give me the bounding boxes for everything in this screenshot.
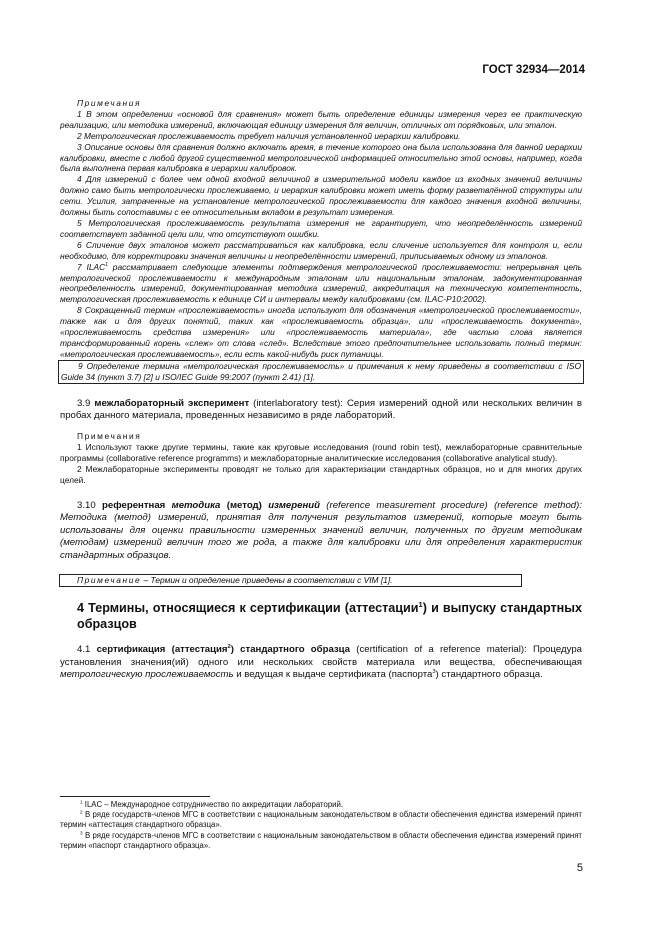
note-label: Примечание bbox=[77, 574, 142, 585]
section-title-part: 4 Термины, относящиеся к сертификации (аттестации bbox=[77, 600, 419, 615]
term-3-9 bbox=[60, 398, 582, 423]
note-item: 4 Для измерений с более чем одной входной величиной в измерительной модели каждое из входных значений величины должно само быть метрологически прослеживаемо, и иерархия калибровки может иметь форму разветвлённой структуры или сети. Усилия, затраченные на установление метрологической прослеживаемости для каждого значения входной величины, должны быть сопоставимы с ее относительным вкладом в результат измерения. bbox=[60, 174, 582, 218]
note-item: 2 Метрологическая прослеживаемость требует наличия установленной иерархии калибровки. bbox=[77, 130, 461, 141]
note-7-prefix: 7 ILAC bbox=[77, 261, 106, 272]
term-definition-b: и ведущая к выдаче сертификата (паспорта bbox=[233, 668, 433, 680]
note-item: 1 Используют также другие термины, такие как круговые исследования (round robin test), межлабораторные сравнительные программы (collaborative reference programms) и межлабораторные аналитические исследования (collaborative analytical study). bbox=[60, 442, 582, 464]
standard-number: ГОСТ 32934—2014 bbox=[482, 64, 585, 76]
notes-block-2 bbox=[60, 431, 582, 486]
note-item: 1 В этом определении «основой для сравнения» может быть определение единицы измерения через ее практическую реализацию, или методика измерений, включающая единицу измерения для величин, отличных от порядковых, или эталон. bbox=[60, 108, 582, 130]
term-name-d: измерений bbox=[268, 499, 320, 511]
footnote-mark: 2 bbox=[80, 809, 83, 815]
notes-heading: Примечания bbox=[77, 98, 142, 108]
footnote-mark: 3 bbox=[80, 830, 83, 836]
footnote-text: ILAC – Международное сотрудничество по аккредитации лабораторий. bbox=[82, 800, 344, 809]
term-3-10 bbox=[60, 500, 582, 562]
note-item: 8 Сокращенный термин «прослеживаемость» иногда используют для обозначения «метрологической прослеживаемости», также как и для других понятий, таких как «прослеживаемость образца», или «прослеживаемость документа», «прослеживаемость средства измерения» или «прослеживаемость материала», где частью слова является трансформированный корень «слеж» от слова «след». Вследствие этого предпочтительнее использовать полный термин: «метрологическая прослеживаемость», если есть какой-нибудь риск путаницы. bbox=[60, 305, 582, 359]
footnote-mark: 1 bbox=[80, 799, 83, 805]
note-item: 5 Метрологическая прослеживаемость результата измерения не гарантирует, что неопределённость измерений соответствует заданной цели или, что отсутствуют ошибки. bbox=[60, 217, 582, 239]
footnote-text: В ряде государств-членов МГС в соответствии с национальным законодательством в области обеспечения единства измерений принят термин «паспорт стандартного образца». bbox=[60, 830, 582, 850]
note-item: 6 Сличение двух эталонов может рассматриваться как калибровка, если сличение используется для контроля и, если необходимо, для корректировки значения величины и неопределённости измерений, приписываемых одному из эталонов. bbox=[60, 239, 582, 261]
notes-block-1 bbox=[60, 98, 582, 384]
note-7-text: рассматривает следующие элементы подтверждения метрологической прослеживаемости: непрерывная цепь метрологической прослеживаемости к международным эталонам или национальным эталонам, задокументированная неопределенность измерений, документированная методика измерений, аккредитация на техническую компетентность, метрологическая прослеживаемость к единице СИ и интервалы между калибровками (см. ILAC-P10:2002). bbox=[60, 261, 582, 305]
term-name-c: (метод) bbox=[226, 499, 262, 511]
term-4-1 bbox=[60, 644, 582, 681]
footnote-ref: 1 bbox=[418, 599, 423, 609]
note-item-7 bbox=[60, 262, 582, 306]
page-number: 5 bbox=[576, 862, 583, 874]
term-definition: (reference measurement procedure) (reference method): Методика (метод) измерений, принятая для получения результатов измерений, которые могут быть использованы для оценки правильности измеренных значений величин, полученных по другим методикам (методам) измерений величин того же рода, а также для калибровки или для определения характеристик стандартных образцов. bbox=[60, 499, 583, 561]
page-content bbox=[60, 98, 582, 681]
term-name-b: методика bbox=[171, 499, 221, 511]
term-name: межлабораторный эксперимент bbox=[94, 397, 250, 409]
footnote-divider bbox=[60, 796, 210, 797]
term-number: 4.1 bbox=[77, 644, 91, 656]
notes-heading: Примечания bbox=[77, 431, 142, 442]
term-number: 3.10 bbox=[77, 499, 96, 511]
note-item: 2 Межлабораторные эксперименты проводят не только для характеризации стандартных образцов, но и для многих других целей. bbox=[60, 464, 582, 485]
footnote-text: В ряде государств-членов МГС в соответствии с национальным законодательством в области обеспечения единства измерений принят термин «аттестация стандартного образца». bbox=[60, 810, 582, 830]
note-box bbox=[59, 574, 522, 587]
term-name-b: ) стандартного образца bbox=[230, 644, 351, 656]
footnote-ref: 2 bbox=[227, 643, 231, 650]
section-title-part: ) и выпуску стандартных образцов bbox=[77, 600, 582, 631]
footnote-ref: 1 bbox=[105, 261, 108, 268]
note-dash: – bbox=[141, 574, 151, 585]
term-definition-a: (certification of a reference material): Процедура установления значения(ий) одного или нескольких свойств материала или вещества, обеспечивающая bbox=[60, 644, 582, 668]
term-definition: (interlaboratory test): Серия измерений одной или нескольких величин в пробах данного материала, проведенных независимо в ряде лабораторий. bbox=[60, 397, 582, 421]
note-text: Термин и определение приведены в соответствии с VIM [1]. bbox=[150, 574, 393, 585]
term-number: 3.9 bbox=[77, 397, 91, 409]
term-definition-c: ) стандартного образца. bbox=[435, 668, 543, 680]
footnote bbox=[60, 800, 582, 810]
section-4-heading bbox=[60, 601, 582, 632]
footnote bbox=[60, 810, 582, 830]
note-item-9-boxed: 9 Определение термина «метрологическая прослеживаемость» и примечания к нему приведены в соответствии с ISO Guide 34 (пункт 3.7) [2] и ISO/IEC Guide 99:2007 (пункт 2.41) [1]. bbox=[58, 360, 584, 384]
term-name-a: референтная bbox=[102, 499, 166, 511]
term-name-a: сертификация (аттестация bbox=[96, 644, 228, 656]
footnotes bbox=[60, 800, 582, 851]
term-italic-ref: метрологическую прослеживаемость bbox=[60, 668, 234, 680]
footnote-ref: 3 bbox=[432, 668, 436, 675]
footnote bbox=[60, 831, 582, 851]
note-item: 3 Описание основы для сравнения должно включать время, в течение которого она была использована для данной иерархии калибровки, вместе с любой другой существенной метрологической информацией относительно этой основы, например, когда была выполнена первая калибровка в иерархии калибровок. bbox=[60, 141, 582, 174]
